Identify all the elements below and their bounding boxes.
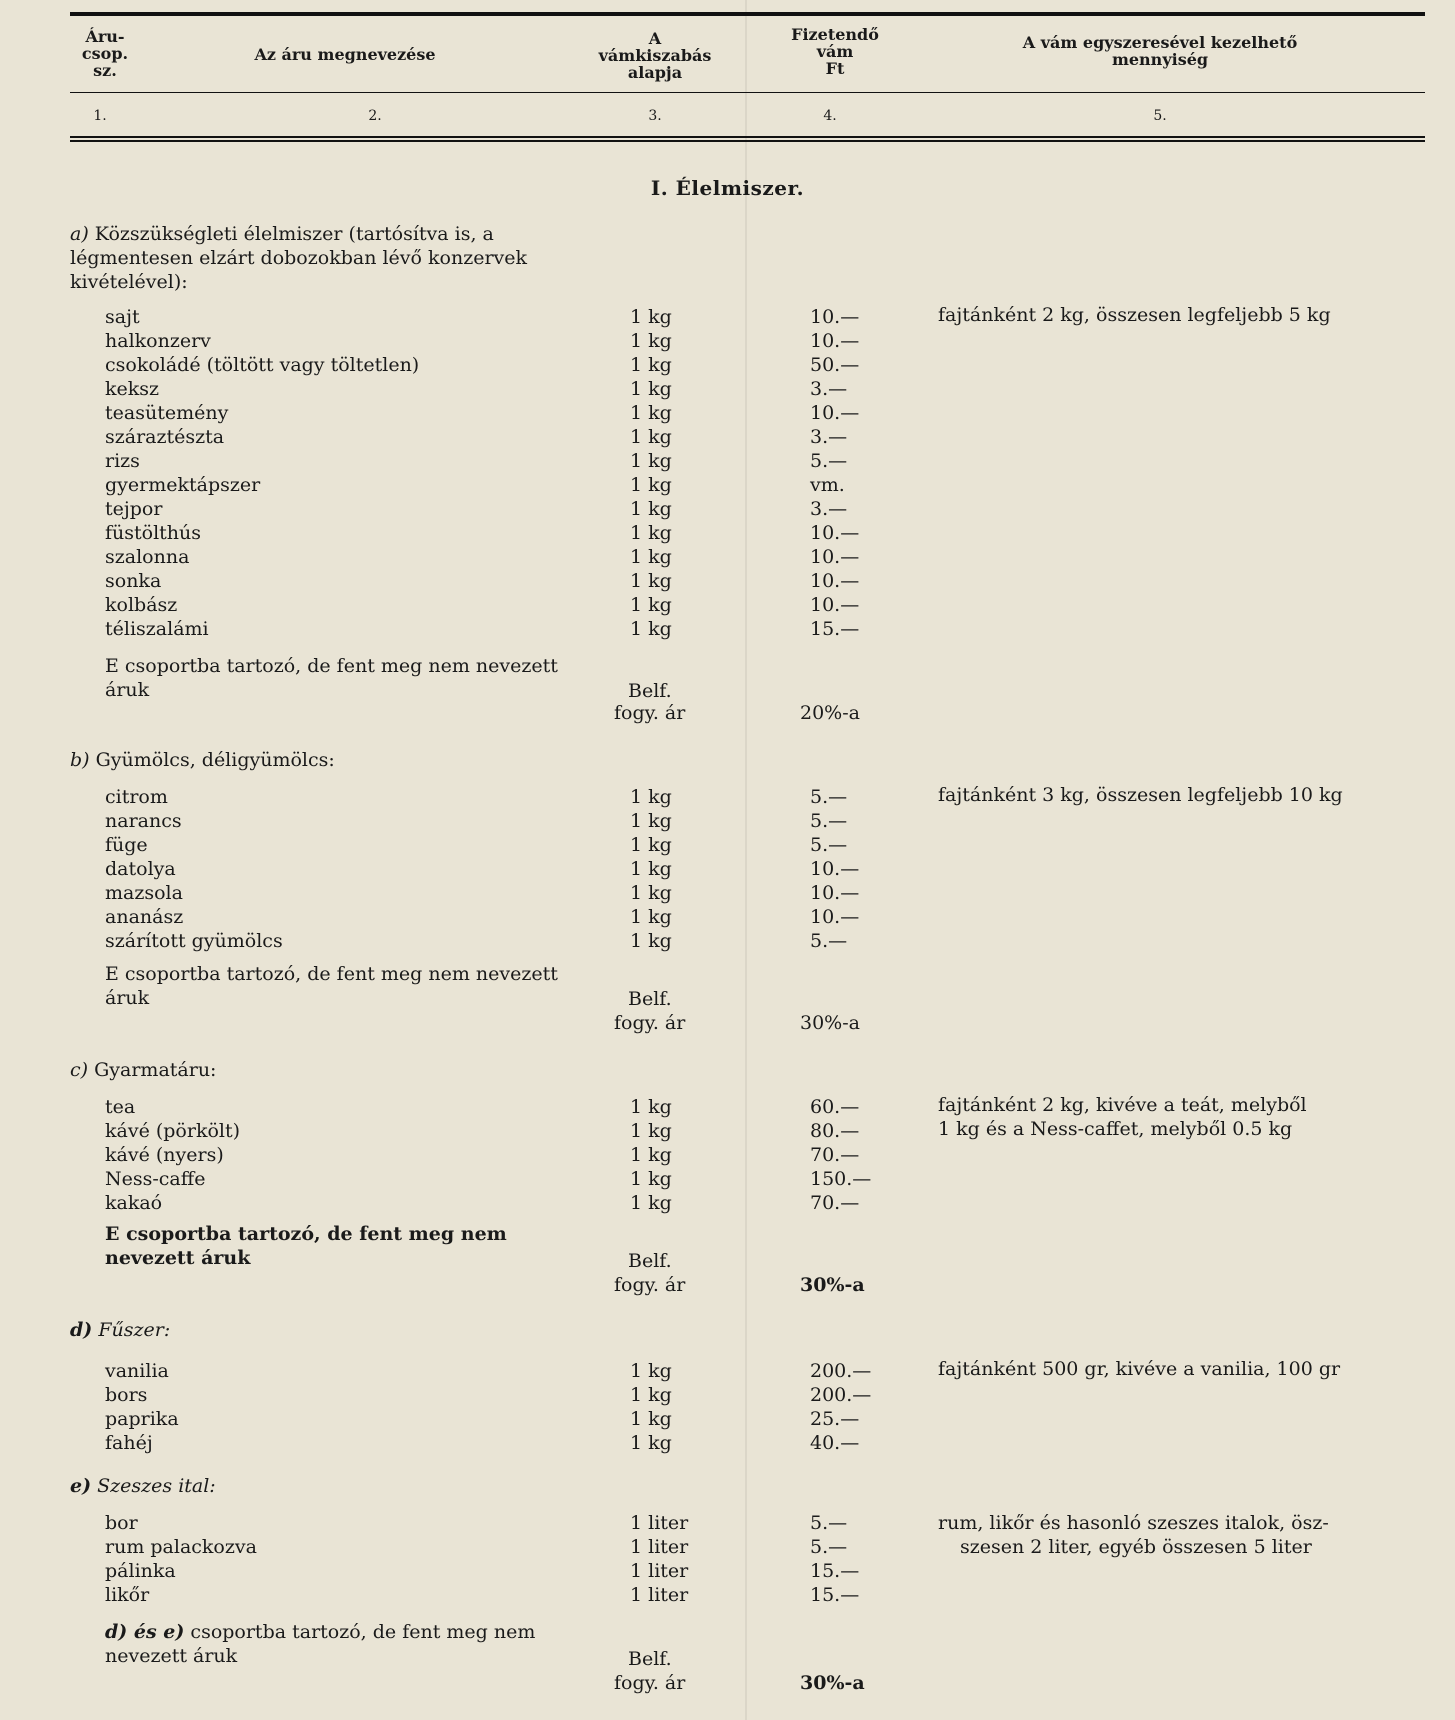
item-unit: 1 kg xyxy=(630,570,672,592)
item-fee: 70.— xyxy=(810,1192,860,1214)
group-e-heading xyxy=(70,1474,216,1498)
item-unit: 1 liter xyxy=(630,1512,689,1534)
item-fee: vm. xyxy=(810,474,845,496)
item-unit: 1 kg xyxy=(630,498,672,520)
group-a-letter: a) xyxy=(70,223,89,245)
item-unit: 1 kg xyxy=(630,1408,672,1430)
item-unit: 1 kg xyxy=(630,1120,672,1142)
header-divider xyxy=(70,92,1425,93)
item-fee: 3.— xyxy=(810,378,848,400)
group-a-label: Közszükségleti élelmiszer (tartósítva is, a légmentesen elzárt dobozokban lévő konzervek kivételével): xyxy=(70,223,528,293)
item-name: szalonna xyxy=(105,546,190,568)
item-name: pálinka xyxy=(105,1560,176,1582)
item-fee: 10.— xyxy=(810,858,860,880)
item-fee: 25.— xyxy=(810,1408,860,1430)
item-fee: 10.— xyxy=(810,402,860,424)
item-unit: 1 kg xyxy=(630,402,672,424)
item-unit: 1 kg xyxy=(630,810,672,832)
item-fee: 40.— xyxy=(810,1432,860,1454)
item-name: kolbász xyxy=(105,594,178,616)
group-c-letter: c) xyxy=(70,1059,89,1081)
group-e-quantity-note-2: szesen 2 liter, egyéb összesen 5 liter xyxy=(960,1536,1312,1558)
group-e-other-fee: 30%-a xyxy=(800,1672,865,1694)
group-e-other-unit1: Belf. xyxy=(628,1648,672,1670)
item-name: ananász xyxy=(105,906,184,928)
item-unit: 1 kg xyxy=(630,306,672,328)
group-e-letter: e) xyxy=(70,1475,92,1497)
item-name: kávé (nyers) xyxy=(105,1144,224,1166)
item-fee: 5.— xyxy=(810,1512,848,1534)
item-fee: 3.— xyxy=(810,498,848,520)
item-fee: 150.— xyxy=(810,1168,872,1190)
group-e-other-bold: d) és e) xyxy=(105,1621,185,1643)
item-unit: 1 kg xyxy=(630,1144,672,1166)
item-unit: 1 kg xyxy=(630,930,672,952)
item-unit: 1 kg xyxy=(630,522,672,544)
item-fee: 10.— xyxy=(810,594,860,616)
item-fee: 200.— xyxy=(810,1384,872,1406)
header-col-group-number: Áru- csop. sz. xyxy=(81,27,129,80)
item-unit: 1 kg xyxy=(630,834,672,856)
item-fee: 5.— xyxy=(810,834,848,856)
item-unit: 1 kg xyxy=(630,906,672,928)
item-unit: 1 kg xyxy=(630,594,672,616)
item-name: tejpor xyxy=(105,498,163,520)
header-num-4: 4. xyxy=(823,108,837,124)
item-fee: 15.— xyxy=(810,618,860,640)
group-c-other-text: E csoportba tartozó, de fent meg nem nevezett áruk xyxy=(105,1223,507,1269)
item-unit: 1 kg xyxy=(630,378,672,400)
item-fee: 10.— xyxy=(810,882,860,904)
item-unit: 1 kg xyxy=(630,858,672,880)
item-unit: 1 kg xyxy=(630,354,672,376)
group-c-other-unit2: fogy. ár xyxy=(614,1274,686,1296)
section-title: I. Élelmiszer. xyxy=(650,176,805,200)
group-b-other-unit2: fogy. ár xyxy=(614,1012,686,1034)
item-unit: 1 kg xyxy=(630,1360,672,1382)
item-name: sonka xyxy=(105,570,162,592)
group-c-quantity-note-2: 1 kg és a Ness-caffet, melyből 0.5 kg xyxy=(938,1118,1293,1140)
item-fee: 10.— xyxy=(810,906,860,928)
group-d-label: Fűszer: xyxy=(98,1319,171,1341)
header-bottom-rule-2 xyxy=(70,140,1425,142)
column-fold-shadow xyxy=(745,0,747,1720)
item-name: bor xyxy=(105,1512,138,1534)
item-fee: 10.— xyxy=(810,522,860,544)
item-fee: 10.— xyxy=(810,330,860,352)
item-name: kakaó xyxy=(105,1192,163,1214)
item-fee: 5.— xyxy=(810,810,848,832)
item-name: száraztészta xyxy=(105,426,225,448)
item-fee: 5.— xyxy=(810,1536,848,1558)
item-name: téliszalámi xyxy=(105,618,209,640)
item-name: fahéj xyxy=(105,1432,153,1454)
item-name: vanilia xyxy=(105,1360,169,1382)
item-unit: 1 kg xyxy=(630,1384,672,1406)
group-e-quantity-note-1: rum, likőr és hasonló szeszes italok, ösz- xyxy=(938,1512,1329,1534)
item-fee: 50.— xyxy=(810,354,860,376)
item-unit: 1 kg xyxy=(630,786,672,808)
header-bottom-rule-1 xyxy=(70,136,1425,138)
header-col-name: Az áru megnevezése xyxy=(254,45,436,64)
header-col-fee: Fizetendő vám Ft xyxy=(791,25,879,78)
item-name: datolya xyxy=(105,858,176,880)
item-unit: 1 liter xyxy=(630,1560,689,1582)
group-e-other-text xyxy=(105,1620,605,1668)
group-d-heading xyxy=(70,1318,170,1342)
item-name: mazsola xyxy=(105,882,183,904)
item-name: narancs xyxy=(105,810,182,832)
item-fee: 15.— xyxy=(810,1560,860,1582)
item-fee: 60.— xyxy=(810,1096,860,1118)
item-unit: 1 kg xyxy=(630,1192,672,1214)
header-col-quantity: A vám egyszeresével kezelhető mennyiség xyxy=(1022,33,1298,69)
header-num-1: 1. xyxy=(93,108,107,124)
item-name: csokoládé (töltött vagy töltetlen) xyxy=(105,354,420,376)
item-unit: 1 kg xyxy=(630,450,672,472)
item-name: paprika xyxy=(105,1408,179,1430)
item-name: kávé (pörkölt) xyxy=(105,1120,241,1142)
item-unit: 1 kg xyxy=(630,1096,672,1118)
group-b-other-text: E csoportba tartozó, de fent meg nem nevezett áruk xyxy=(105,963,558,1009)
item-name: füge xyxy=(105,834,148,856)
item-fee: 5.— xyxy=(810,786,848,808)
item-unit: 1 liter xyxy=(630,1536,689,1558)
group-a-quantity-note: fajtánként 2 kg, összesen legfeljebb 5 kg xyxy=(938,304,1331,326)
group-d-letter: d) xyxy=(70,1319,93,1341)
item-fee: 15.— xyxy=(810,1584,860,1606)
item-fee: 5.— xyxy=(810,930,848,952)
item-name: tea xyxy=(105,1096,136,1118)
item-unit: 1 kg xyxy=(630,330,672,352)
header-num-5: 5. xyxy=(1153,108,1167,124)
item-fee: 80.— xyxy=(810,1120,860,1142)
group-a-other-text: E csoportba tartozó, de fent meg nem nevezett áruk xyxy=(105,655,558,701)
item-name: szárított gyümölcs xyxy=(105,930,283,952)
item-fee: 200.— xyxy=(810,1360,872,1382)
item-name: füstölthús xyxy=(105,522,202,544)
item-name: citrom xyxy=(105,786,168,808)
group-a-other-fee: 20%-a xyxy=(800,702,860,724)
item-name: teasütemény xyxy=(105,402,229,424)
item-name: Ness-caffe xyxy=(105,1168,206,1190)
group-c-quantity-note-1: fajtánként 2 kg, kivéve a teát, melyből xyxy=(938,1094,1307,1116)
group-b-other-fee: 30%-a xyxy=(800,1012,860,1034)
item-name: halkonzerv xyxy=(105,330,211,352)
item-fee: 5.— xyxy=(810,450,848,472)
item-fee: 10.— xyxy=(810,306,860,328)
item-unit: 1 kg xyxy=(630,474,672,496)
top-rule xyxy=(70,12,1425,16)
group-e-label: Szeszes ital: xyxy=(97,1475,216,1497)
group-c-label: Gyarmatáru: xyxy=(94,1059,217,1081)
group-a-heading xyxy=(70,222,610,294)
item-name: likőr xyxy=(105,1584,150,1606)
header-num-3: 3. xyxy=(648,108,662,124)
item-name: bors xyxy=(105,1384,148,1406)
item-unit: 1 kg xyxy=(630,1168,672,1190)
item-fee: 3.— xyxy=(810,426,848,448)
item-unit: 1 liter xyxy=(630,1584,689,1606)
group-c-heading xyxy=(70,1058,216,1082)
group-e-other-unit2: fogy. ár xyxy=(614,1672,686,1694)
item-name: sajt xyxy=(105,306,140,328)
item-name: rum palackozva xyxy=(105,1536,257,1558)
item-fee: 10.— xyxy=(810,546,860,568)
item-fee: 70.— xyxy=(810,1144,860,1166)
group-c-other-unit1: Belf. xyxy=(628,1250,672,1272)
group-b-heading xyxy=(70,748,335,772)
group-b-other-unit1: Belf. xyxy=(628,988,672,1010)
item-unit: 1 kg xyxy=(630,618,672,640)
item-unit: 1 kg xyxy=(630,882,672,904)
group-b-quantity-note: fajtánként 3 kg, összesen legfeljebb 10 kg xyxy=(938,784,1343,806)
item-name: keksz xyxy=(105,378,160,400)
item-unit: 1 kg xyxy=(630,1432,672,1454)
item-name: rizs xyxy=(105,450,140,472)
item-unit: 1 kg xyxy=(630,426,672,448)
group-a-other-unit1: Belf. xyxy=(628,680,672,702)
item-name: gyermektápszer xyxy=(105,474,261,496)
group-c-other-fee: 30%-a xyxy=(800,1274,865,1296)
group-b-label: Gyümölcs, déligyümölcs: xyxy=(95,749,335,771)
item-fee: 10.— xyxy=(810,570,860,592)
header-col-basis: A vámkiszabás alapja xyxy=(598,29,712,82)
group-e-other-rest: csoportba tartozó, de fent meg nem nevezett áruk xyxy=(105,1621,536,1667)
group-a-other-unit2: fogy. ár xyxy=(614,702,686,724)
group-b-letter: b) xyxy=(70,749,90,771)
header-num-2: 2. xyxy=(368,108,382,124)
group-d-quantity-note: fajtánként 500 gr, kivéve a vanilia, 100 gr xyxy=(938,1358,1341,1380)
item-unit: 1 kg xyxy=(630,546,672,568)
